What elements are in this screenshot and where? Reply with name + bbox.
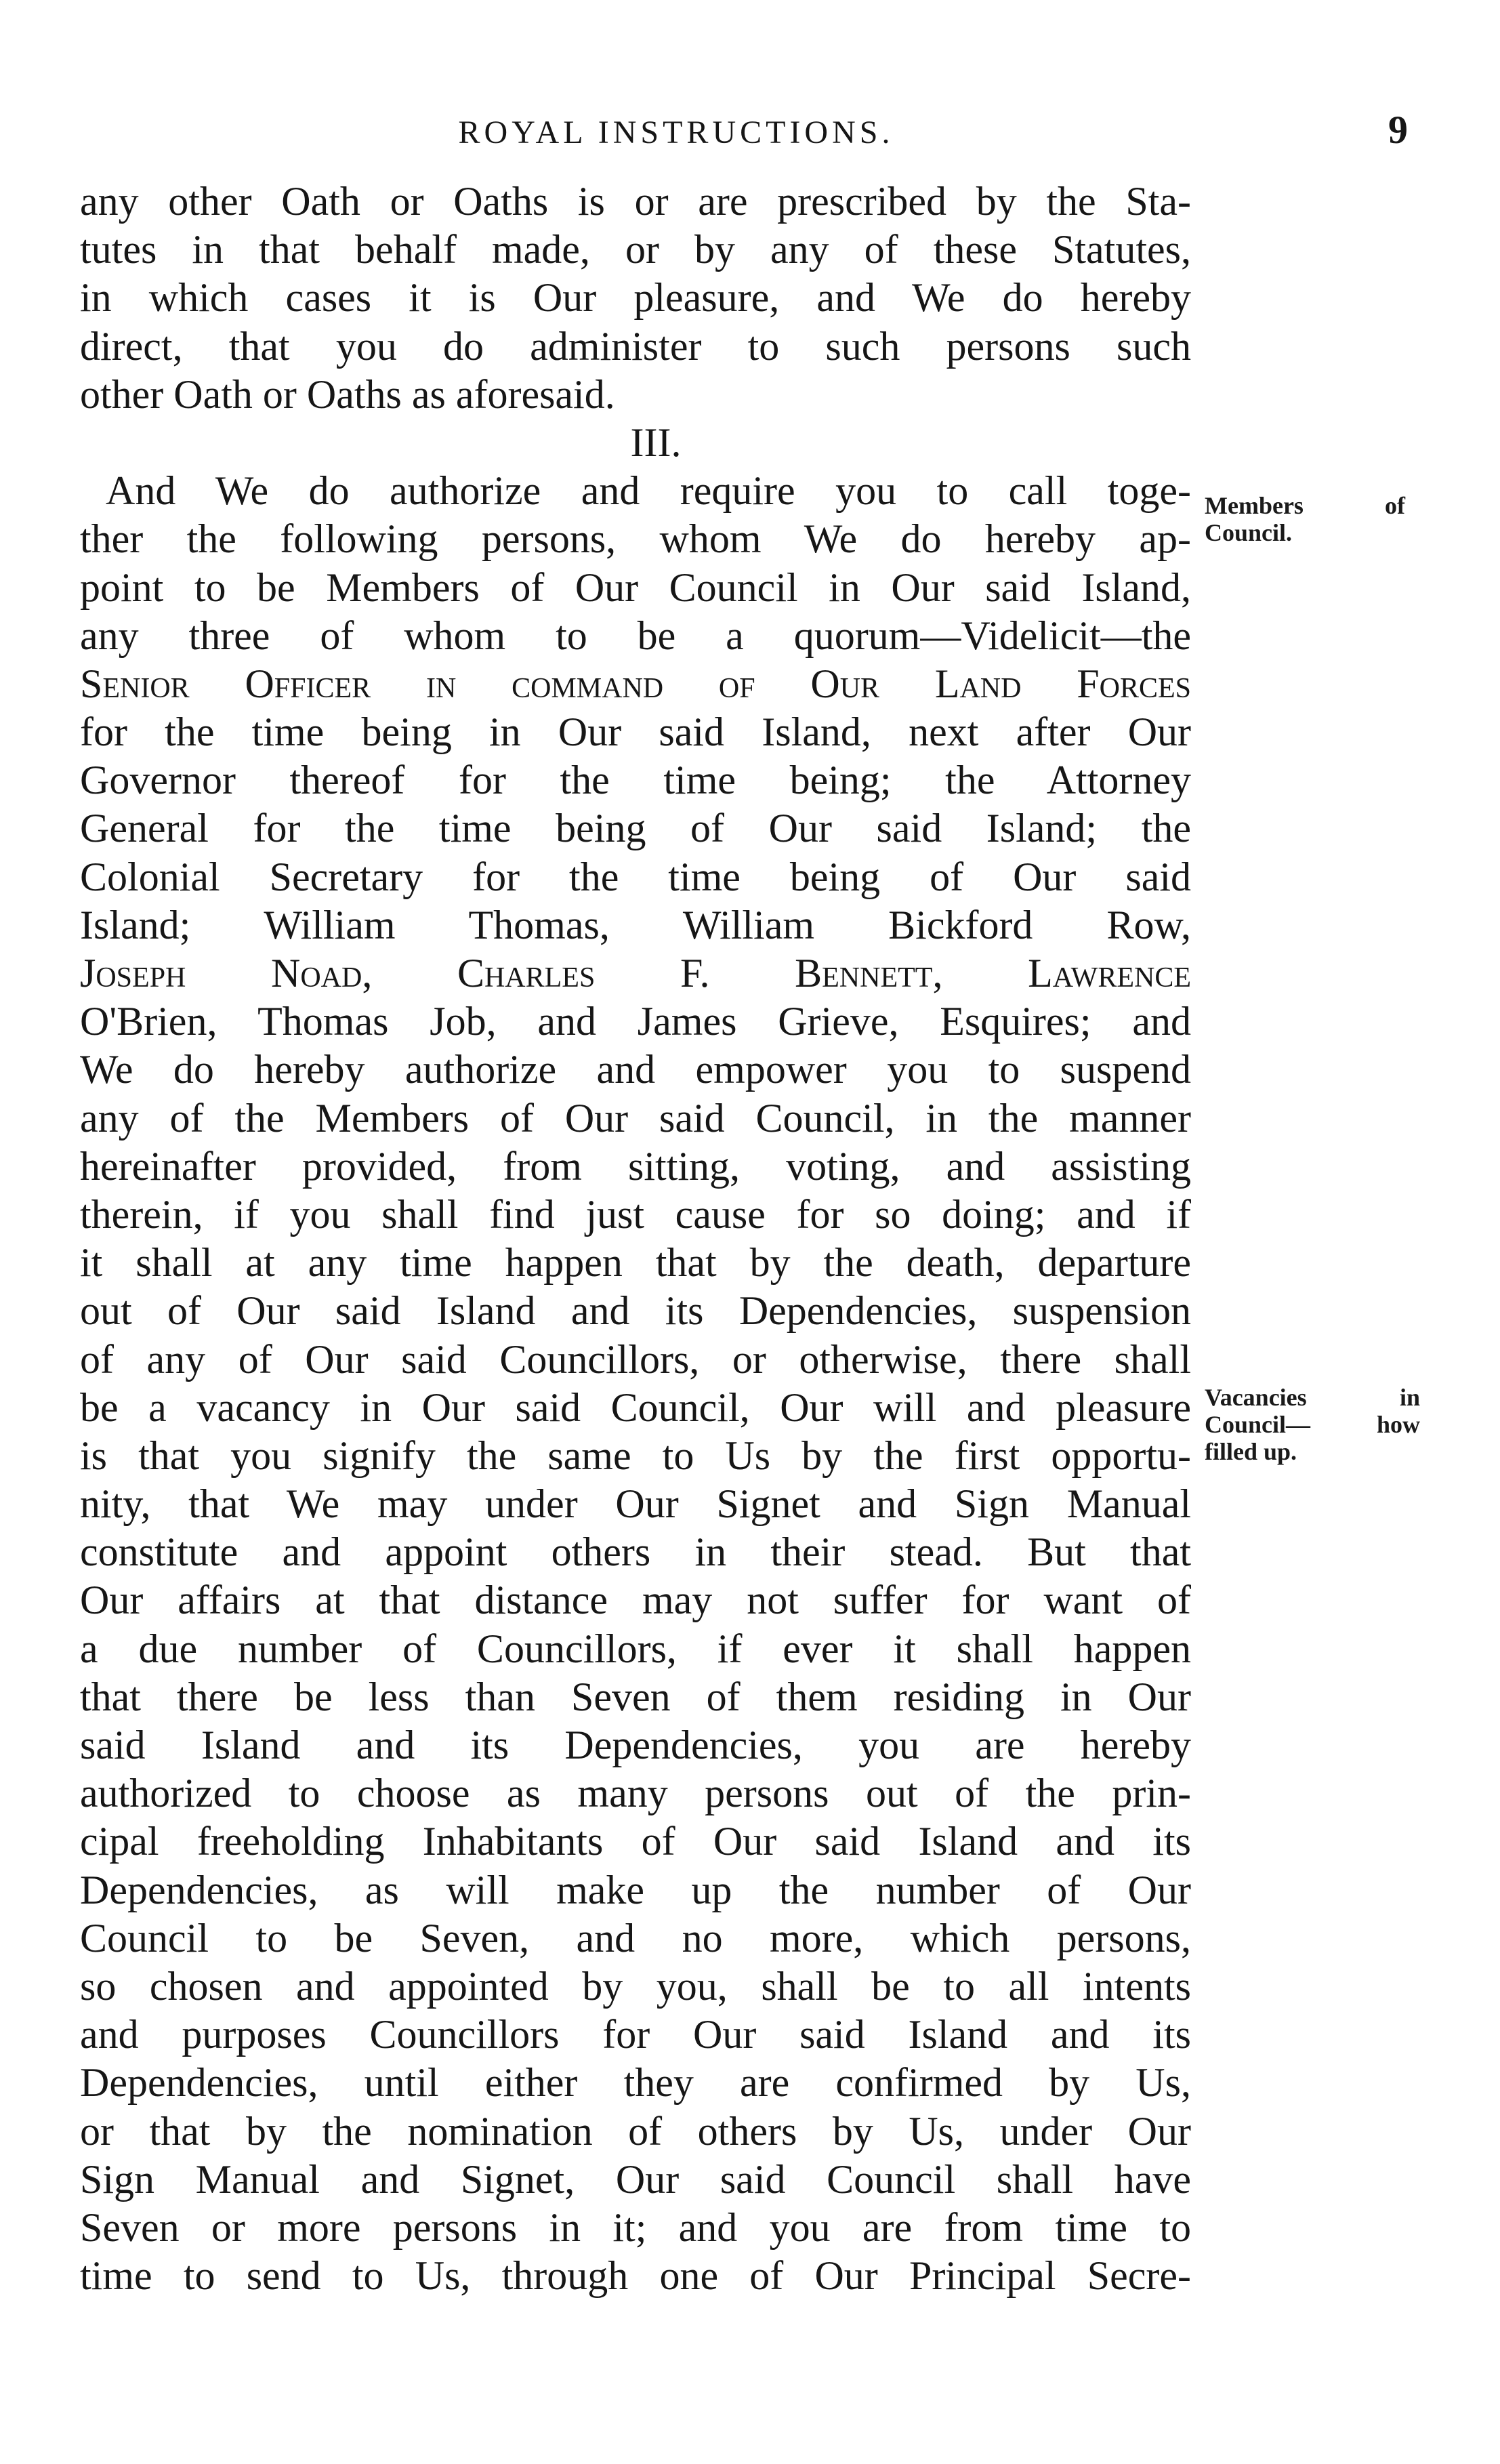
text-line: nity, that We may under Our Signet and Sign Manual — [80, 1481, 1191, 1527]
text-line: any of the Members of Our said Council, in the manner — [80, 1095, 1191, 1141]
text-line: be a vacancy in Our said Council, Our will and pleasure — [80, 1384, 1191, 1430]
margin-note-members-of-council — [1205, 492, 1405, 546]
text-line: tutes in that behalf made, or by any of these Statutes, — [80, 227, 1191, 272]
text-line: is that you signify the same to Us by the first opportu- — [80, 1433, 1191, 1478]
text-line: direct, that you do administer to such persons such — [80, 323, 1191, 369]
text-line: Senior Officer in command of Our Land Forces — [80, 661, 1191, 706]
margin-note-vacancies — [1205, 1384, 1420, 1465]
text-line: it shall at any time happen that by the death, departure — [80, 1240, 1191, 1286]
text-line: ther the following persons, whom We do hereby ap- — [80, 516, 1191, 562]
margin-note-line: Council. — [1205, 519, 1293, 546]
text-line: Island; William Thomas, William Bickford Row, — [80, 902, 1191, 947]
text-line: so chosen and appointed by you, shall be to all intents — [80, 1963, 1191, 2009]
text-line: of any of Our said Councillors, or otherwise, there shall — [80, 1336, 1191, 1382]
text-line: General for the time being of Our said Island; the — [80, 806, 1191, 851]
section-heading: III. — [630, 419, 682, 465]
text-line: and purposes Councillors for Our said Island and its — [80, 2012, 1191, 2057]
text-line: or that by the nomination of others by Us, under Our — [80, 2108, 1191, 2154]
text-line: Sign Manual and Signet, Our said Council shall have — [80, 2156, 1191, 2202]
text-line: said Island and its Dependencies, you are hereby — [80, 1723, 1191, 1767]
running-head: ROYAL INSTRUCTIONS. — [458, 115, 894, 150]
text-line: We do hereby authorize and empower you to suspend — [80, 1047, 1191, 1092]
page-number: 9 — [1388, 108, 1408, 152]
text-line: And We do authorize and require you to call toge- — [106, 468, 1191, 514]
text-line: cipal freeholding Inhabitants of Our said Island and its — [80, 1819, 1191, 1864]
text-line: O'Brien, Thomas Job, and James Grieve, Esquires; and — [80, 999, 1191, 1044]
text-line: other Oath or Oaths as aforesaid. — [80, 371, 615, 417]
text-line: Dependencies, as will make up the number of Our — [80, 1867, 1191, 1912]
text-line: a due number of Councillors, if ever it shall happen — [80, 1626, 1191, 1671]
text-line: any three of whom to be a quorum—Videlicit—the — [80, 613, 1191, 658]
text-line: Seven or more persons in it; and you are from time to — [80, 2204, 1191, 2250]
text-line: therein, if you shall find just cause for so doing; and if — [80, 1191, 1191, 1237]
text-line: Governor thereof for the time being; the Attorney — [80, 758, 1191, 803]
margin-note-line: Council— how — [1205, 1411, 1420, 1438]
text-line: in which cases it is Our pleasure, and We do hereby — [80, 275, 1191, 321]
margin-note-line: Members of — [1205, 492, 1405, 519]
margin-note-line: filled up. — [1205, 1438, 1297, 1465]
text-line: Colonial Secretary for the time being of Our said — [80, 854, 1191, 899]
margin-note-line: Vacancies in — [1205, 1384, 1420, 1411]
text-line: for the time being in Our said Island, next after Our — [80, 710, 1191, 755]
text-line: Council to be Seven, and no more, which persons, — [80, 1915, 1191, 1960]
text-line: Dependencies, until either they are confirmed by Us, — [80, 2060, 1191, 2106]
text-line: hereinafter provided, from sitting, voting, and assisting — [80, 1143, 1191, 1189]
text-line: time to send to Us, through one of Our Principal Secre- — [80, 2253, 1191, 2299]
text-line: Joseph Noad, Charles F. Bennett, Lawrence — [80, 951, 1191, 995]
text-line: out of Our said Island and its Dependencies, suspension — [80, 1288, 1191, 1334]
text-line: that there be less than Seven of them residing in Our — [80, 1674, 1191, 1719]
text-line: constitute and appoint others in their stead. But that — [80, 1529, 1191, 1575]
text-line: Our affairs at that distance may not suffer for want of — [80, 1578, 1191, 1623]
text-line: authorized to choose as many persons out of the prin- — [80, 1771, 1191, 1816]
text-line: any other Oath or Oaths is or are prescribed by the Sta- — [80, 179, 1191, 224]
body-text — [80, 178, 1191, 2300]
text-line: point to be Members of Our Council in Our said Island, — [80, 564, 1191, 610]
page-header — [80, 107, 1408, 161]
